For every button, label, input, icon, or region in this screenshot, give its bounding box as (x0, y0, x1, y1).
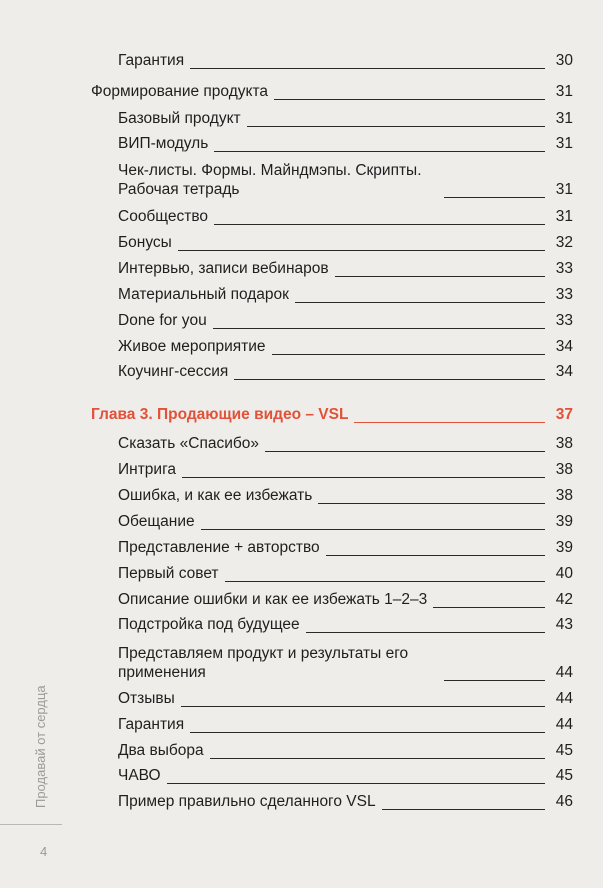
toc-entry (118, 330, 573, 356)
toc-entry-page: 30 (555, 52, 573, 69)
toc-leader-line (181, 706, 545, 707)
toc-leader-line (382, 809, 545, 810)
toc-leader-line (234, 379, 545, 380)
toc-entry-page: 31 (555, 135, 573, 152)
toc-entry (118, 608, 573, 634)
toc-entry-title: Интрига (118, 461, 177, 478)
toc-entry (118, 278, 573, 304)
toc-entry (118, 355, 573, 381)
toc-entry (118, 708, 573, 734)
toc-entry-title: Описание ошибки и как ее избежать 1–2–3 (118, 591, 428, 608)
toc-chapter-page: 37 (555, 406, 573, 423)
toc-entry-title: Коучинг-сессия (118, 363, 229, 380)
toc-entry-title: Представляем продукт и результаты его применения (118, 645, 409, 681)
toc-entry-page: 39 (555, 513, 573, 530)
page-number: 4 (40, 844, 48, 859)
toc-entry-title: Формирование продукта (91, 83, 268, 100)
toc-leader-line (306, 632, 545, 633)
toc-leader-line (182, 477, 545, 478)
toc-entry-page: 40 (555, 565, 573, 582)
toc-leader-line (274, 99, 545, 100)
toc-leader-line (225, 581, 545, 582)
toc-leader-line (190, 68, 545, 69)
toc-entry (118, 304, 573, 330)
toc-entry (118, 531, 573, 557)
toc-entry-page: 46 (555, 793, 573, 810)
toc-entry-title: Обещание (118, 513, 195, 530)
toc-entry-title: Done for you (118, 312, 207, 329)
toc-chapter-title: Глава 3. Продающие видео – VSL (91, 406, 349, 423)
toc-entry-title: Сказать «Спасибо» (118, 435, 259, 452)
toc-leader-line (318, 503, 545, 504)
toc-entry (118, 557, 573, 583)
toc-entry-title: ВИП-модуль (118, 135, 209, 152)
toc-entry-title: Материальный подарок (118, 286, 289, 303)
toc-entry-title: Отзывы (118, 690, 175, 707)
toc-entry-title: Сообщество (118, 208, 209, 225)
toc-entry (118, 479, 573, 505)
toc-entry (118, 44, 573, 70)
toc-leader-line (201, 529, 545, 530)
toc-entry (118, 102, 573, 128)
toc-entry-page: 33 (555, 260, 573, 277)
toc-entry-title: Представление + авторство (118, 539, 320, 556)
toc-entry-title: Базовый продукт (118, 110, 241, 127)
toc-leader-line (167, 783, 545, 784)
toc-entry (118, 759, 573, 785)
toc-entry (118, 427, 573, 453)
toc-entry-page: 34 (555, 338, 573, 355)
toc-entry (118, 127, 573, 153)
toc-leader-line (178, 250, 545, 251)
toc-entry-page: 31 (555, 83, 573, 100)
toc-entry-title: Ошибка, и как ее избежать (118, 487, 313, 504)
toc-entry-title: Пример правильно сделанного VSL (118, 793, 376, 810)
toc-leader-line (265, 451, 545, 452)
toc-entry-title: Гарантия (118, 716, 185, 733)
toc-entry-page: 31 (555, 181, 573, 198)
toc-entry-title: Чек-листы. Формы. Майндмэпы. Скрипты. Рабочая тетрадь (118, 162, 422, 198)
toc-entry-page: 42 (555, 591, 573, 608)
toc-leader-line (295, 302, 545, 303)
toc-entry (118, 153, 573, 199)
toc-entry-page: 32 (555, 234, 573, 251)
toc-entry-page: 39 (555, 539, 573, 556)
toc-entry (118, 636, 573, 682)
toc-entry (118, 583, 573, 609)
toc-entry-page: 45 (555, 767, 573, 784)
footer-divider (0, 824, 62, 825)
toc-entry-page: 31 (555, 208, 573, 225)
toc-leader-line (444, 680, 545, 681)
toc-entry-title: ЧАВО (118, 767, 161, 784)
toc-entry (118, 200, 573, 226)
toc-leader-line (213, 328, 545, 329)
toc-chapter-heading (91, 398, 573, 424)
toc-entry (118, 505, 573, 531)
toc-leader-line (214, 151, 545, 152)
toc-entry-page: 38 (555, 435, 573, 452)
toc-entry-page: 33 (555, 312, 573, 329)
toc-entry-title: Бонусы (118, 234, 172, 251)
toc-entry-title: Гарантия (118, 52, 185, 69)
toc-leader-line (326, 555, 545, 556)
toc-leader-line (190, 732, 545, 733)
toc-leader-line (444, 197, 545, 198)
toc-entry (91, 75, 573, 101)
toc-entry (118, 453, 573, 479)
toc-entry-page: 44 (555, 664, 573, 681)
toc-entry-page: 33 (555, 286, 573, 303)
toc-leader-line (354, 422, 545, 423)
toc-leader-line (214, 224, 545, 225)
toc-entry-page: 38 (555, 487, 573, 504)
toc-entry (118, 785, 573, 811)
toc-entry (118, 734, 573, 760)
toc-entry-page: 45 (555, 742, 573, 759)
toc-entry (118, 252, 573, 278)
toc-entry-page: 44 (555, 690, 573, 707)
toc-entry-page: 43 (555, 616, 573, 633)
toc-entry (118, 226, 573, 252)
toc-entry-page: 31 (555, 110, 573, 127)
toc-leader-line (335, 276, 545, 277)
toc-entry-page: 44 (555, 716, 573, 733)
toc-entry (118, 682, 573, 708)
toc-entry-title: Интервью, записи вебинаров (118, 260, 329, 277)
toc-entry-title: Два выбора (118, 742, 204, 759)
toc-entry-title: Живое мероприятие (118, 338, 266, 355)
toc-entry-page: 34 (555, 363, 573, 380)
toc-entry-page: 38 (555, 461, 573, 478)
running-title: Продавай от сердца (33, 685, 48, 808)
toc-entry-title: Первый совет (118, 565, 219, 582)
toc-entry-title: Подстройка под будущее (118, 616, 300, 633)
